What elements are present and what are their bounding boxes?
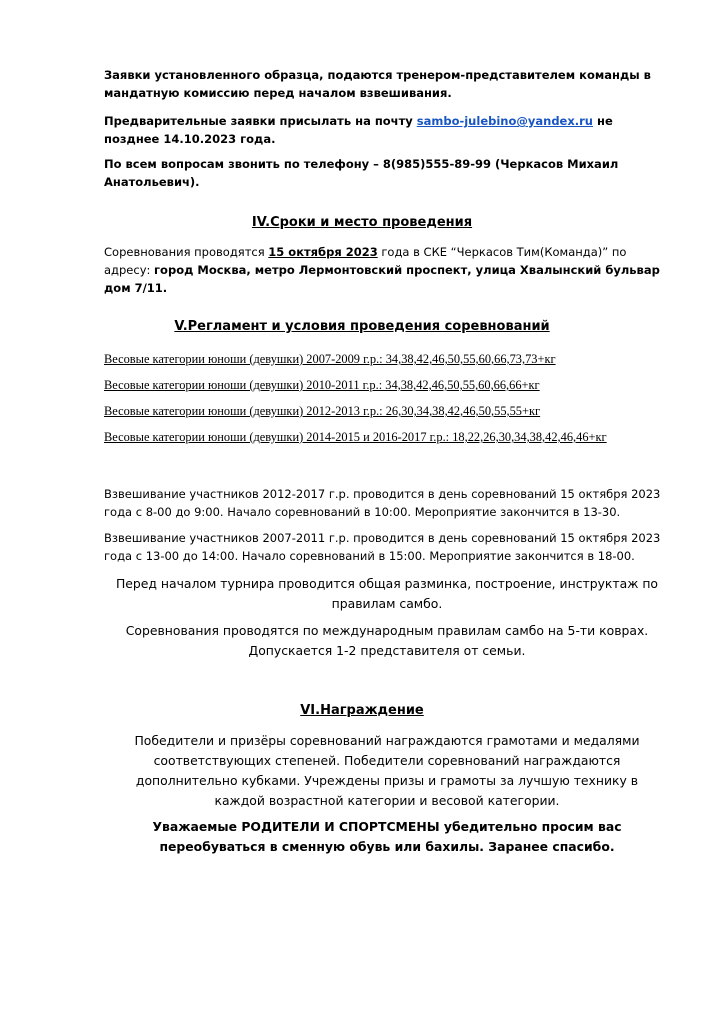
weight-category-line: Весовые категории юноши (девушки) 2010-2011 г.р.: 34,38,42,46,50,55,60,66,66+кг: [104, 378, 540, 392]
weigh-in-older: Взвешивание участников 2007-2011 г.р. проводится в день соревнований 15 октября 2023 года с 13-00 до 14:00. Начало соревнований в 15:00. Мероприятие закончится в 18-00.: [104, 531, 661, 563]
section-5-heading: V.Регламент и условия проведения соревнований: [174, 319, 550, 334]
awards-text: Победители и призёры соревнований награждаются грамотами и медалями соответствующих степеней. Победители соревнований награждаются дополнительно кубками. Учреждены призы и грамоты за лучшую технику в каждой возрастной категории и весовой категории.: [134, 733, 640, 808]
section-4-heading: IV.Сроки и место проведения: [251, 215, 473, 230]
weigh-in-younger: Взвешивание участников 2012-2017 г.р. проводится в день соревнований 15 октября 2023 года с 8-00 до 9:00. Начало соревнований в 10:00. Мероприятие закончится в 13-30.: [104, 487, 661, 519]
warmup-text: Перед началом турнира проводится общая разминка, построение, инструктаж по правилам самбо.: [115, 576, 659, 611]
venue-address: город Москва, метро Лермонтовский проспект, улица Хвалынский бульвар дом 7/11.: [104, 263, 660, 295]
venue-middle: года в СКЕ “Черкасов Тим(Команда)” по адресу:: [104, 245, 627, 277]
rules-text: Соревнования проводятся по международным правилам самбо на 5-ти коврах. Допускается 1-2 представителя от семьи.: [125, 623, 649, 658]
weight-category-line: Весовые категории юноши (девушки) 2014-2015 и 2016-2017 г.р.: 18,22,26,30,34,38,42,46,46+кг: [104, 430, 607, 444]
applications-intro: Заявки установленного образца, подаются тренером-представителем команды в мандатную комиссию перед началом взвешивания.: [104, 68, 651, 100]
weight-category-line: Весовые категории юноши (девушки) 2012-2013 г.р.: 26,30,34,38,42,46,50,55,55+кг: [104, 404, 541, 418]
venue-prefix: Соревнования проводятся: [104, 245, 269, 259]
section-6-heading: VI.Награждение: [300, 703, 424, 718]
preliminary-prefix: Предварительные заявки присылать на почту: [104, 114, 417, 128]
competition-date: 15 октября 2023: [268, 245, 378, 259]
contact-phone: По всем вопросам звонить по телефону – 8(985)555-89-99 (Черкасов Михаил Анатольевич).: [104, 157, 619, 189]
weight-category-line: Весовые категории юноши (девушки) 2007-2009 г.р.: 34,38,42,46,50,55,60,66,73,73+кг: [104, 352, 556, 366]
email-link[interactable]: sambo-julebino@yandex.ru: [416, 114, 593, 128]
preliminary-applications: [104, 112, 664, 148]
section-4-text: [104, 243, 664, 297]
shoe-cover-notice: Уважаемые РОДИТЕЛИ И СПОРТСМЕНЫ убедительно просим вас переобуваться в сменную обувь или бахилы. Заранее спасибо.: [152, 819, 622, 854]
preliminary-suffix: не позднее 14.10.2023 года.: [104, 114, 613, 146]
